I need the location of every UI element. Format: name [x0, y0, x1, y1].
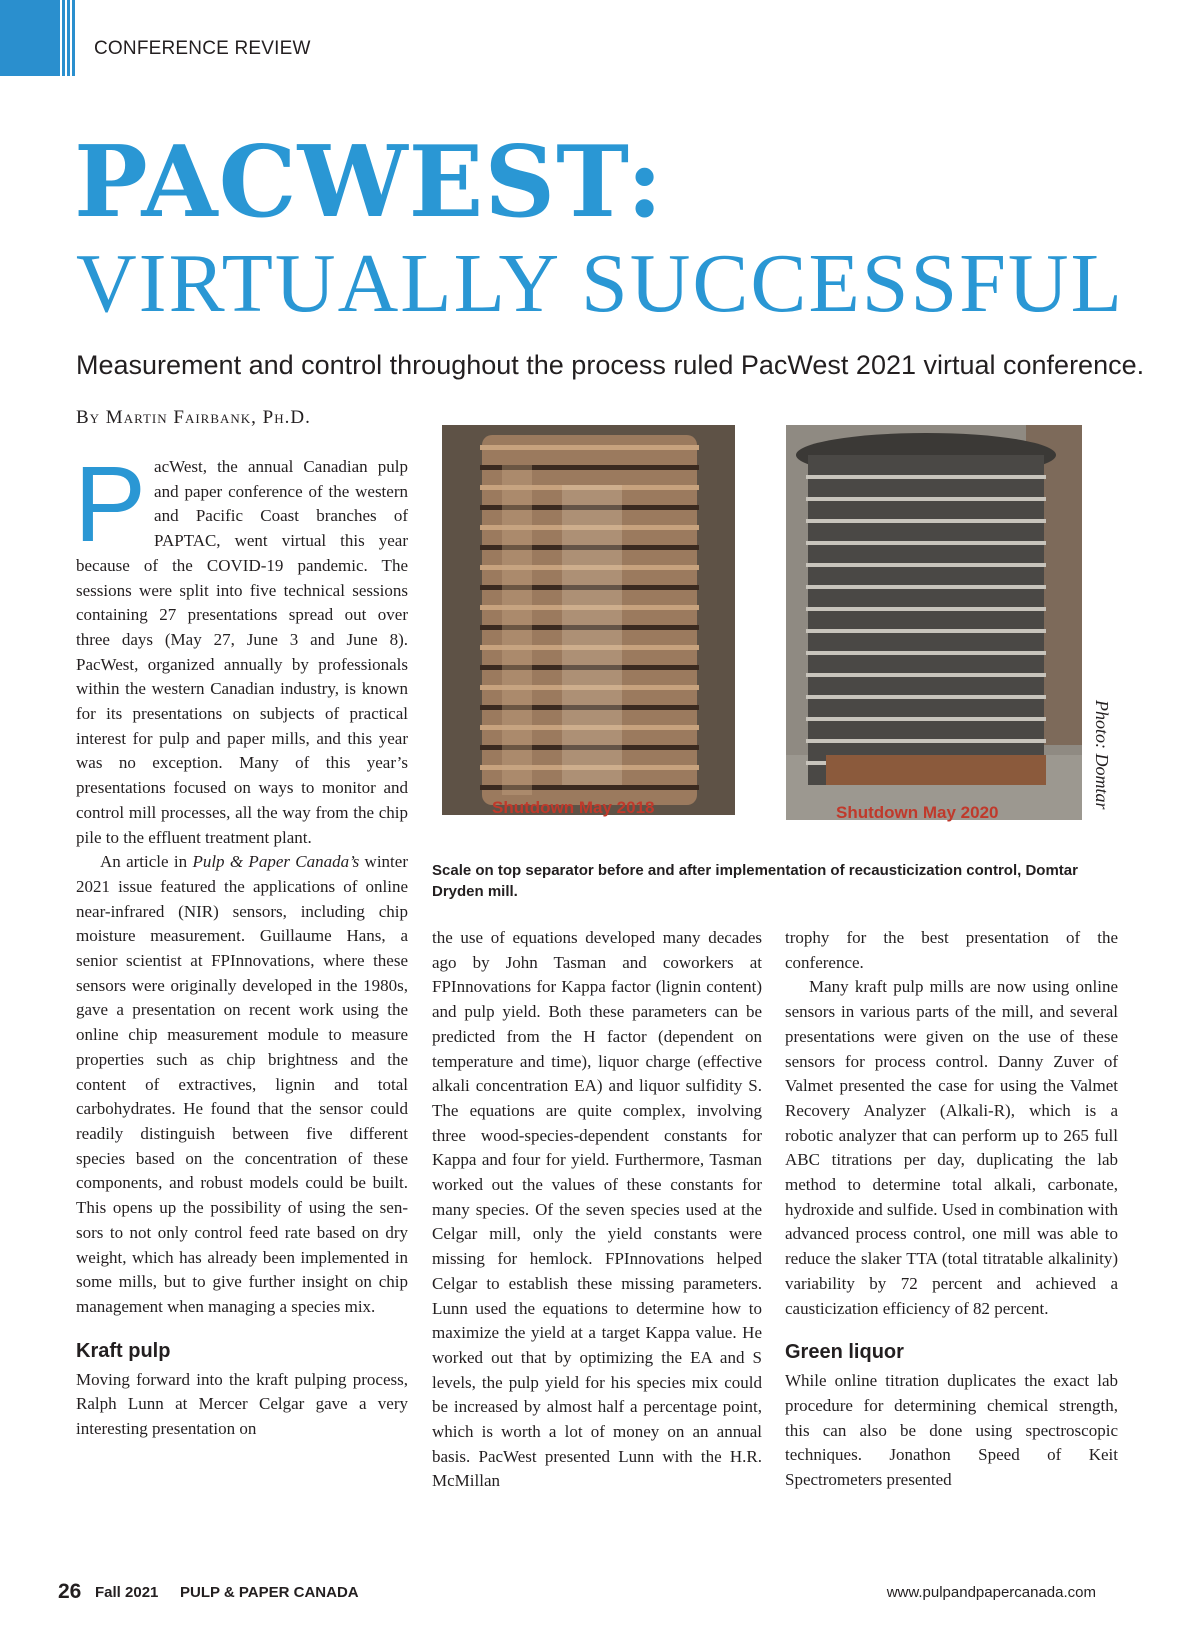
separator-ring [806, 739, 1046, 743]
separator-ring [806, 695, 1046, 699]
photo-label-2018: Shutdown May 2018 [492, 798, 655, 817]
photo-credit: Photo: Domtar [1092, 700, 1112, 810]
paragraph: trophy for the best presentation of the conference. [785, 928, 1118, 972]
separator-ring [806, 563, 1046, 567]
photo-label-2020: Shutdown May 2020 [836, 803, 999, 822]
website-url: www.pulpandpapercanada.com [886, 1584, 1096, 1601]
paragraph: Many kraft pulp mills are now using online sensors in various parts of the mill, and several presentations were given on the use of these sensors for process control. Danny Zuver of Valmet presented the case for using the Valmet Recovery Analyzer (Alkali-R), which is a robotic analyzer that can perform up to 265 full ABC titrations per day, duplicating the lab method to determine total alkali, carbonate, hydroxide and sulfide. Used in combination with advanced process control, one mill was able to reduce the slaker TTA (total titratable alkalinity) variability by 72 percent and achieved a causticization efficiency of 82 percent. [785, 977, 1118, 1318]
article-column-2 [432, 926, 762, 1494]
paragraph-text: winter 2021 issue featured the applications of online near-infrared (NIR) sensors, including chip moisture measurement. Guillaume Hans, a senior scientist at FPInnovations, where these sensors were originally developed in the 1980s, gave a presentation on recent work using the online chip measurement module to measure properties such as chip brightness and the content of extractives, lignin and total carbohydrates. He found that the sensor could readily distinguish between five different species based on the concentration of these components, and robust models could be built. This opens up the possibility of using the sensors to not only control feed rate based on dry weight, which has already been implemented in some mills, but to give further insight on chip management when managing a species mix. [76, 852, 408, 1316]
subhead-green-liquor: Green liquor [785, 1341, 904, 1364]
photo-separator-2018 [442, 425, 735, 815]
issue-date: Fall 2021 [95, 1584, 159, 1601]
paragraph: While online titration duplicates the exact lab procedure for determining chemical strength, this can also be done using spectroscopic techniques. Jonathon Speed of Keit Spectrometers presented [785, 1371, 1118, 1490]
paragraph-text: An article in [100, 852, 193, 872]
separator-ring [806, 629, 1046, 633]
separator-ring [806, 519, 1046, 523]
separator-2020-image [786, 425, 1082, 820]
paragraph-text: acWest, the annual Canadian pulp and paper conference of the western and Pacific Coast branches of PAPTAC, went virtual this year because of the COVID-19 pandemic. The sessions were split into five technical sessions containing 27 presentations spread out over three days (May 27, June 3 and June 8). PacWest, organized annually by professionals within the western Canadian industry, is known for its presentations on subjects of practical interest for pulp and paper mills, and this year was no exception. Many of this year’s presentations focused on ways to monitor and control mill processes, all the way from the chip pile to the effluent treatment plant. [76, 457, 408, 847]
paragraph [76, 850, 408, 1319]
separator-ring [806, 673, 1046, 677]
header-stripe [62, 0, 65, 76]
separator-ring [806, 607, 1046, 611]
separator-ring [806, 717, 1046, 721]
article-column-3 [785, 926, 1118, 1493]
separator-ring [806, 541, 1046, 545]
paragraph: the use of equations developed many decades ago by John Tasman and coworkers at FPInnovations for Kappa factor (lignin content) and pulp yield. Both these parameters can be predicted from the H factor (dependent on temperature and time), liquor charge (effective alkali concentration EA) and liquor sulfidity S. The equations are quite complex, involving three wood-species-dependent constants for Kappa and four for yield. Furthermore, Tasman worked out the values of these constants for many species. Of the seven species used at the Celgar mill, only the yield constants were missing for hemlock. FPInnovations helped Celgar to establish these missing parameters. Lunn used the equations to determine how to maximize the yield at a target Kappa value. He worked out that by optimizing the EA and S levels, the pulp yield for his species mix could be increased by almost half a percentage point, which is worth a lot of money on an annual basis. PacWest presented Lunn with the H.R. McMillan [432, 928, 762, 1491]
article-column-1 [74, 443, 408, 1442]
figure-caption: Scale on top separator before and after implementation of recausticization control, Domtar Dryden mill. [432, 862, 1078, 900]
byline: By Martin Fairbank, Ph.D. [76, 407, 311, 428]
separator-2018-image [442, 425, 735, 815]
headline-secondary: VIRTUALLY SUCCESSFUL [76, 237, 1124, 330]
subhead-kraft-pulp: Kraft pulp [76, 1339, 171, 1362]
separator-ring [806, 497, 1046, 501]
header-stripe [0, 0, 60, 76]
publication-title: Pulp & Paper Canada’s [192, 852, 360, 872]
separator-ring [480, 445, 699, 450]
section-label: CONFERENCE REVIEW [94, 38, 311, 59]
drop-cap: P [74, 443, 147, 564]
headline: PACWEST: [74, 125, 664, 240]
magazine-name: PULP & PAPER CANADA [180, 1584, 359, 1601]
page-number: 26 [58, 1580, 82, 1603]
separator-ring [806, 651, 1046, 655]
photo-separator-2020 [786, 425, 1082, 820]
header-stripe [67, 0, 70, 76]
header-stripe [72, 0, 75, 76]
separator-ring [806, 475, 1046, 479]
paragraph: Moving forward into the kraft pulping process, Ralph Lunn at Mercer Celgar gave a very interesting presentation on [76, 1369, 408, 1439]
paragraph [74, 443, 408, 850]
separator-ring [806, 585, 1046, 589]
deck: Measurement and control throughout the process ruled PacWest 2021 virtual conference. [76, 350, 1145, 380]
